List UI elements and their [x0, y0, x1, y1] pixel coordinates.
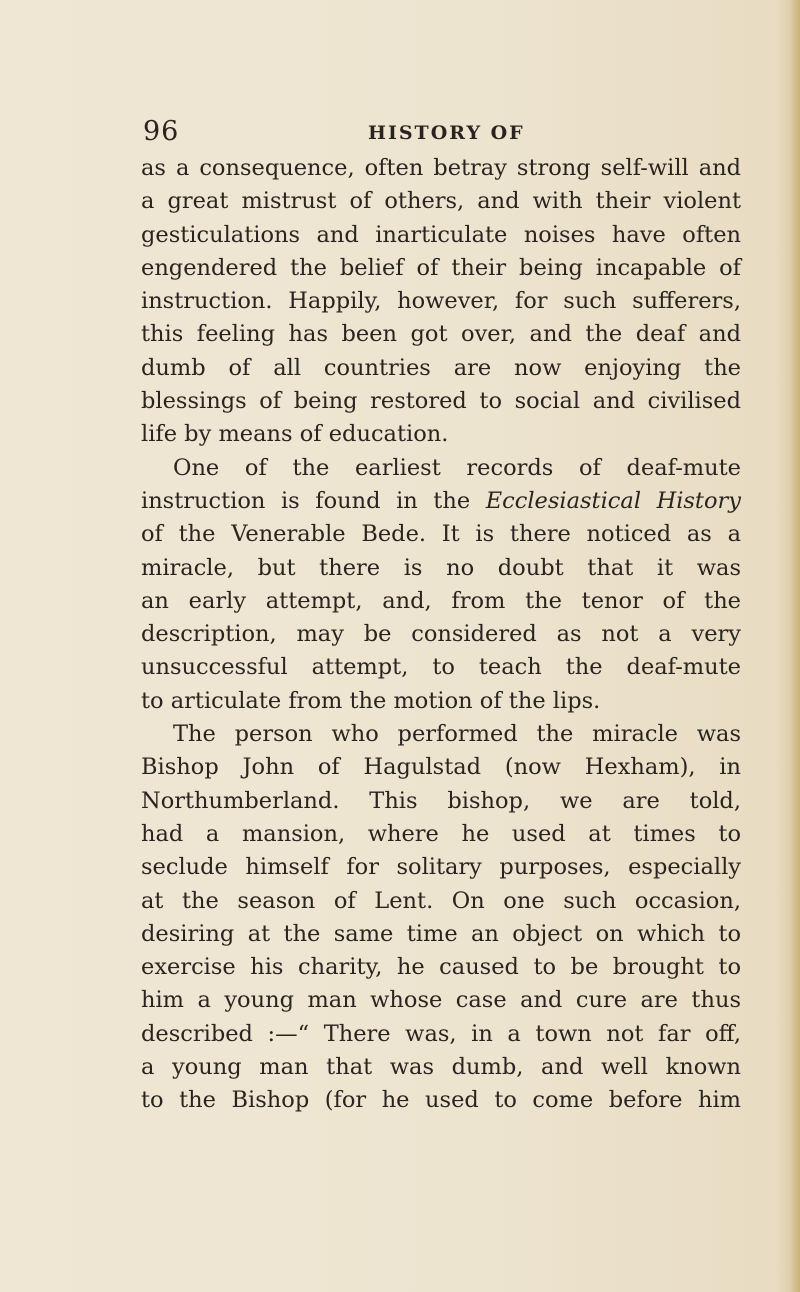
text-line: engendered the belief of their being incapable of	[141, 254, 741, 281]
page-header	[0, 112, 800, 152]
text-line: One of the earliest records of deaf-mute	[173, 454, 741, 481]
text-line: instruction. Happily, however, for such sufferers,	[141, 288, 741, 315]
page-edge	[790, 0, 800, 1292]
text-line: blessings of being restored to social and civilised	[141, 388, 741, 415]
book-title-italic: Ecclesiastical History	[485, 487, 741, 514]
text-line: unsuccessful attempt, to teach the deaf-mute	[141, 654, 741, 681]
text-line: him a young man whose case and cure are thus	[141, 987, 741, 1014]
text-line: exercise his charity, he caused to be brought to	[141, 954, 741, 981]
text-line: as a consequence, often betray strong self-will and	[141, 155, 741, 181]
page-number: 96	[143, 116, 180, 147]
text-line: dumb of all countries are now enjoying the	[141, 354, 741, 381]
text-line: desiring at the same time an object on which to	[141, 920, 741, 947]
text-line: The person who performed the miracle was	[173, 721, 741, 748]
text-line: life by means of education.	[141, 421, 449, 448]
text-line: described :—“ There was, in a town not far off,	[141, 1020, 741, 1047]
text-line: a young man that was dumb, and well known	[141, 1054, 741, 1081]
body-text	[141, 152, 741, 1262]
text-line: description, may be considered as not a very	[141, 621, 741, 648]
text-line: a great mistrust of others, and with their violent	[141, 188, 741, 215]
text-line-italic-title	[141, 485, 741, 518]
text-line: at the season of Lent. On one such occasion,	[141, 887, 741, 914]
text-line: miracle, but there is no doubt that it was	[141, 554, 741, 581]
text-line: to the Bishop (for he used to come before him	[141, 1087, 741, 1114]
text-line: of the Venerable Bede. It is there noticed as a	[141, 521, 741, 548]
text-line: Northumberland. This bishop, we are told,	[141, 787, 741, 814]
text-line-before-italic: instruction is found in the	[141, 487, 486, 514]
text-line: this feeling has been got over, and the deaf and	[141, 321, 741, 348]
running-head: HISTORY OF	[368, 122, 525, 144]
text-line: gesticulations and inarticulate noises have often	[141, 221, 741, 248]
text-line: Bishop John of Hagulstad (now Hexham), in	[141, 754, 741, 781]
text-line: an early attempt, and, from the tenor of the	[141, 587, 741, 614]
text-line: to articulate from the motion of the lips.	[141, 687, 601, 714]
text-line: seclude himself for solitary purposes, especially	[141, 854, 741, 881]
text-line: had a mansion, where he used at times to	[141, 820, 741, 847]
